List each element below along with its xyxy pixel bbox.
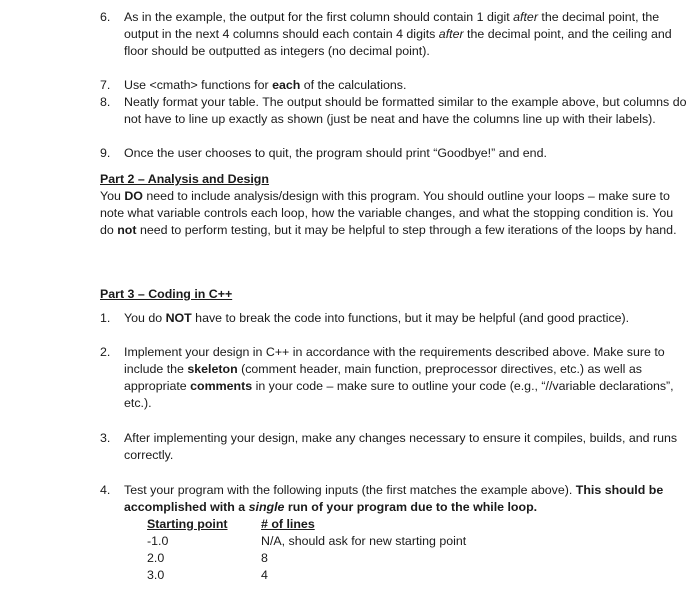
table-row — [147, 550, 567, 567]
list-number: 4. — [100, 483, 111, 497]
list-item-7 — [100, 77, 690, 94]
cell-starting-point: 2.0 — [147, 551, 165, 565]
test-input-table — [147, 516, 567, 584]
list-text: Test your program with the following inputs (the first matches the example above). This should be accomplished with a single run of your program due to the while loop. — [124, 483, 664, 514]
list-item-9 — [100, 145, 690, 162]
table-header-row — [147, 516, 567, 533]
list-number: 1. — [100, 311, 111, 325]
cell-starting-point: 3.0 — [147, 568, 165, 582]
list-text: Neatly format your table. The output should be formatted similar to the example above, but columns do not have to line up exactly as shown (just be neat and have the columns line up with their labels). — [124, 95, 687, 126]
cell-num-lines: 4 — [261, 568, 268, 582]
list-text: You do NOT have to break the code into functions, but it may be helpful (and good practice). — [124, 311, 630, 325]
part3-item-1 — [100, 310, 690, 327]
column-header-num-lines: # of lines — [261, 517, 315, 531]
part3-item-4 — [100, 482, 690, 516]
part2-heading: Part 2 – Analysis and Design — [100, 172, 269, 186]
list-number: 3. — [100, 431, 111, 445]
cell-starting-point: -1.0 — [147, 534, 169, 548]
list-text: Once the user chooses to quit, the program should print “Goodbye!” and end. — [124, 146, 547, 160]
list-item-8 — [100, 94, 690, 128]
table-row — [147, 567, 567, 584]
part3-item-3 — [100, 430, 690, 464]
list-item-6 — [100, 9, 690, 60]
list-number: 2. — [100, 345, 111, 359]
list-number: 6. — [100, 10, 111, 24]
part3-item-2 — [100, 344, 690, 412]
list-text: As in the example, the output for the first column should contain 1 digit after the decimal point, the output in the next 4 columns should each contain 4 digits after the decimal point, and the ceiling and floor should be outputted as integers (no decimal point). — [124, 10, 672, 58]
list-number: 7. — [100, 78, 111, 92]
cell-num-lines: N/A, should ask for new starting point — [261, 534, 467, 548]
column-header-starting-point: Starting point — [147, 517, 228, 531]
list-number: 9. — [100, 146, 111, 160]
part2-paragraph: You DO need to include analysis/design with this program. You should outline your loops – make sure to note what variable controls each loop, how the variable changes, and what the stopping condition is. You do not need to perform testing, but it may be helpful to step through a few iterations of the loops by hand. — [100, 189, 677, 237]
list-text: Use <cmath> functions for each of the calculations. — [124, 78, 407, 92]
list-text: Implement your design in C++ in accordance with the requirements described above. Make sure to include the skeleton (comment header, main function, preprocessor directives, etc.) as well as appropriate comments in your code – make sure to outline your code (e.g., “//variable declarations”, etc.). — [124, 345, 674, 410]
list-text: After implementing your design, make any changes necessary to ensure it compiles, builds, and runs correctly. — [124, 431, 678, 462]
table-row — [147, 533, 567, 550]
cell-num-lines: 8 — [261, 551, 268, 565]
part3-heading: Part 3 – Coding in C++ — [100, 287, 233, 301]
list-number: 8. — [100, 95, 111, 109]
